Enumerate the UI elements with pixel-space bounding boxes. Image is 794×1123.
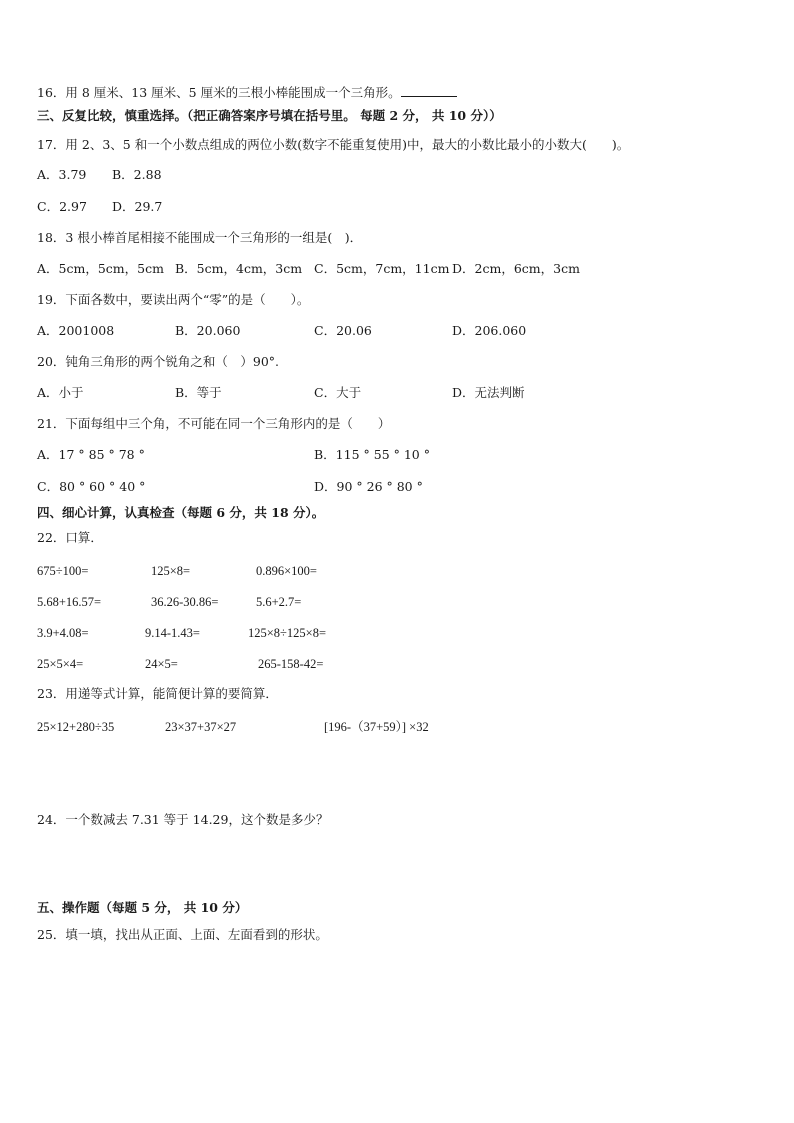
option-d: D．无法判断: [452, 385, 525, 400]
option-c: C．80 ° 60 ° 40 °: [37, 479, 146, 494]
step-calc-item: [196-（37+59）] ×32: [324, 720, 429, 734]
question-20-text: 20．钝角三角形的两个锐角之和（ ）90°.: [37, 354, 280, 369]
question-24-text: 24．一个数减去 7.31 等于 14.29，这个数是多少？: [37, 812, 329, 827]
calc-item: 125×8=: [151, 564, 191, 578]
calc-item: 5.6+2.7=: [256, 595, 302, 609]
question-16: [37, 85, 457, 101]
option-d: D．90 ° 26 ° 80 °: [314, 479, 423, 494]
option-a: A．2001008: [37, 323, 115, 338]
calc-item: 125×8÷125×8=: [248, 626, 327, 640]
option-a: A．小于: [37, 385, 84, 400]
question-18-options: [37, 261, 764, 277]
section-3-title: 三、反复比较，慎重选择。（把正确答案序号填在括号里。 每题 2 分， 共 10 分））: [37, 108, 502, 123]
option-b: B．等于: [175, 385, 222, 400]
calc-item: 3.9+4.08=: [37, 626, 89, 640]
option-b: B．115 ° 55 ° 10 °: [314, 447, 430, 462]
option-b: B．5cm，4cm，3cm: [175, 261, 303, 276]
question-19-options: [37, 323, 764, 339]
question-17-text: 17．用 2、3、5 和一个小数点组成的两位小数(数字不能重复使用)中，最大的小数比最小的小数大( )。: [37, 137, 630, 152]
option-d: D．29.7: [112, 199, 163, 214]
question-20-options: [37, 385, 764, 401]
calc-item: 25×5×4=: [37, 657, 84, 671]
option-a: A．5cm，5cm，5cm: [37, 261, 164, 276]
calc-item: 36.26-30.86=: [151, 595, 219, 609]
question-25-text: 25．填一填，找出从正面、上面、左面看到的形状。: [37, 927, 328, 942]
question-23-text: 23．用递等式计算，能简便计算的要简算．: [37, 686, 278, 701]
question-22-text: 22．口算．: [37, 530, 103, 545]
option-c: C．2.97: [37, 199, 87, 214]
question-17-options-row2: [37, 199, 764, 215]
option-b: B．2.88: [112, 167, 162, 182]
calc-item: 0.896×100=: [256, 564, 317, 578]
question-21-options-row1: [37, 447, 764, 463]
question-17-options-row1: [37, 167, 764, 183]
calc-item: 5.68+16.57=: [37, 595, 102, 609]
section-4-title: 四、细心计算，认真检查（每题 6 分，共 18 分）。: [37, 505, 325, 520]
option-c: C．20.06: [314, 323, 372, 338]
option-a: A．17 ° 85 ° 78 °: [37, 447, 145, 462]
calc-item: 24×5=: [145, 657, 178, 671]
option-c: C．5cm，7cm，11cm: [314, 261, 450, 276]
option-c: C．大于: [314, 385, 362, 400]
question-18-text: 18．3 根小棒首尾相接不能围成一个三角形的一组是( )．: [37, 230, 363, 245]
question-21-options-row2: [37, 479, 764, 495]
question-19-text: 19．下面各数中，要读出两个“零”的是（ ）。: [37, 292, 310, 307]
calc-item: 675÷100=: [37, 564, 89, 578]
option-a: A．3.79: [37, 167, 87, 182]
option-d: D．206.060: [452, 323, 527, 338]
calc-item: 265-158-42=: [258, 657, 324, 671]
section-5-title: 五、操作题（每题 5 分， 共 10 分）: [37, 900, 248, 915]
question-16-text: 16．用 8 厘米、13 厘米、5 厘米的三根小棒能围成一个三角形。: [37, 85, 401, 100]
answer-blank[interactable]: [401, 85, 457, 97]
option-d: D．2cm，6cm，3cm: [452, 261, 580, 276]
step-calc-item: 25×12+280÷35: [37, 720, 115, 734]
calc-item: 9.14-1.43=: [145, 626, 200, 640]
step-calc-item: 23×37+37×27: [165, 720, 237, 734]
option-b: B．20.060: [175, 323, 241, 338]
question-21-text: 21．下面每组中三个角，不可能在同一个三角形内的是（ ）: [37, 416, 391, 431]
